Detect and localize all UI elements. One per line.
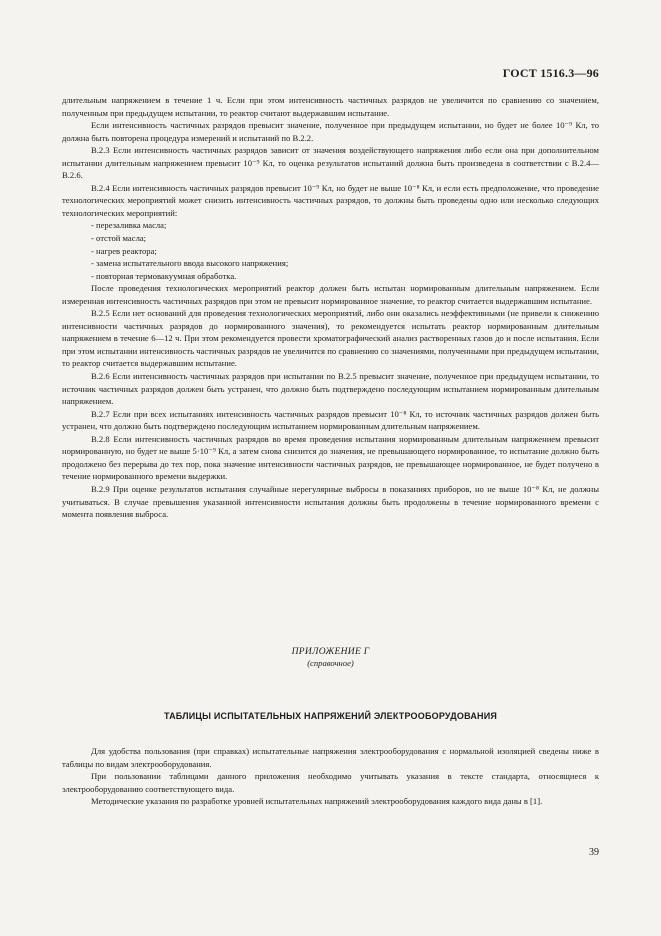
paragraph-b-2-8: В.2.8 Если интенсивность частичных разрядов во время проведения испытания нормированным длительным напряжением превысит нормированную, но будет не выше 5·10⁻⁹ Кл, а затем снова снизится до значения, не превышающего нормированное, то испытание должно быть продолжено без перерыва до тех пор, пока значение интенсивности частичных разрядов, не превышающее нормированное, не будет получено в течение нормированного времени выдержки. (62, 433, 599, 482)
measures-list (62, 219, 599, 282)
section-heading: ТАБЛИЦЫ ИСПЫТАТЕЛЬНЫХ НАПРЯЖЕНИЙ ЭЛЕКТРООБОРУДОВАНИЯ (163, 711, 498, 721)
appendix-title: ПРИЛОЖЕНИЕ Г (291, 647, 370, 657)
paragraph-b-2-7: В.2.7 Если при всех испытаниях интенсивность частичных разрядов превысит 10⁻⁸ Кл, то источник частичных разрядов должен быть устранен, что должно быть подтверждено последующим испытанием нормированным длительным напряжением. (62, 408, 599, 432)
list-item: - перезаливка масла; (91, 220, 167, 231)
paragraph: После проведения технологических мероприятий реактор должен быть испытан нормированным длительным напряжением. Если измеренная интенсивность частичных разрядов при этом не превысит нормированное значение, то реактор считается выдержавшим испытание. (62, 283, 599, 306)
appendix-block (62, 647, 599, 669)
paragraph-b-2-4: В.2.4 Если интенсивность частичных разрядов превысит 10⁻⁹ Кл, но будет не выше 10⁻⁸ Кл, и если есть предположение, что проведение технологических мероприятий может снизить интенсивность частичных разрядов, то должны быть проведены одно или несколько следующих технологических мероприятий: (62, 182, 599, 218)
paragraph-b-2-3: В.2.3 Если интенсивность частичных разрядов зависит от значения воздействующего напряжения либо если она при дополнительном испытании длительным напряжением превысит 10⁻⁹ Кл, то оценка результатов испытаний должна быть произведена в соответствии с В.2.4—В.2.6. (62, 145, 599, 181)
paragraph: Методические указания по разработке уровней испытательных напряжений электрооборудования каждого вида даны в [1]. (91, 796, 543, 807)
paragraph-b-2-9: В.2.9 При оценке результатов испытания случайные нерегулярные выбросы в показаниях приборов, но не выше 10⁻⁸ Кл, не должны учитываться. В случае превышения указанной интенсивности испытания должны быть продолжены в течение нормированного времени с момента появления выброса. (62, 483, 599, 520)
paragraph: Если интенсивность частичных разрядов превысит значение, полученное при предыдущем испытании, но будет не более 10⁻⁹ Кл, то должна быть повторена процедура измерений и испытаний по В.2.2. (62, 120, 599, 143)
paragraph-b-2-6: В.2.6 Если интенсивность частичных разрядов при испытании по В.2.5 превысит значение, полученное при предыдущем испытании, то источник частичных разрядов должен быть устранен, что должно быть подтверждено последующим испытанием нормированным длительным напряжением. (62, 371, 599, 407)
main-text (62, 94, 599, 521)
paragraph: длительным напряжением в течение 1 ч. Если при этом интенсивность частичных разрядов не увеличится по сравнению со значением, полученным при предыдущем испытании, то реактор считают выдержавшим испытание. (62, 95, 599, 118)
document-code: ГОСТ 1516.3—96 (502, 66, 599, 80)
paragraph: Для удобства пользования (при справках) испытательные напряжения электрооборудования с нормальной изоляцией сведены ниже в таблицы по видам электрооборудования. (62, 746, 599, 769)
appendix-subtitle: (справочное) (307, 658, 354, 668)
list-item: - замена испытательного ввода высокого напряжения; (91, 258, 289, 269)
list-item: - отстой масла; (91, 233, 147, 244)
list-item: - нагрев реактора; (91, 245, 157, 256)
list-item: - повторная термовакуумная обработка. (91, 270, 237, 281)
appendix-text (62, 745, 599, 808)
page-number: 39 (589, 847, 599, 858)
paragraph-b-2-5: В.2.5 Если нет оснований для проведения технологических мероприятий, либо они оказались неэффективными (не привели к снижению интенсивности частичных разрядов до нормированного значения), то рекомендуется испытать реактор нормированным длительным напряжением в течение 6—12 ч. При этом рекомендуется провести хроматографический анализ растворенных газов до и после испытания. Если при этом испытании интенсивность частичных разрядов не увеличится по сравнению со значениями, полученными при предыдущем испытании, то реактор считается выдержавшим испытание. (62, 308, 599, 369)
paragraph: При пользовании таблицами данного приложения необходимо учитывать указания в тексте стандарта, относящиеся к электрооборудованию соответствующего вида. (62, 771, 599, 794)
